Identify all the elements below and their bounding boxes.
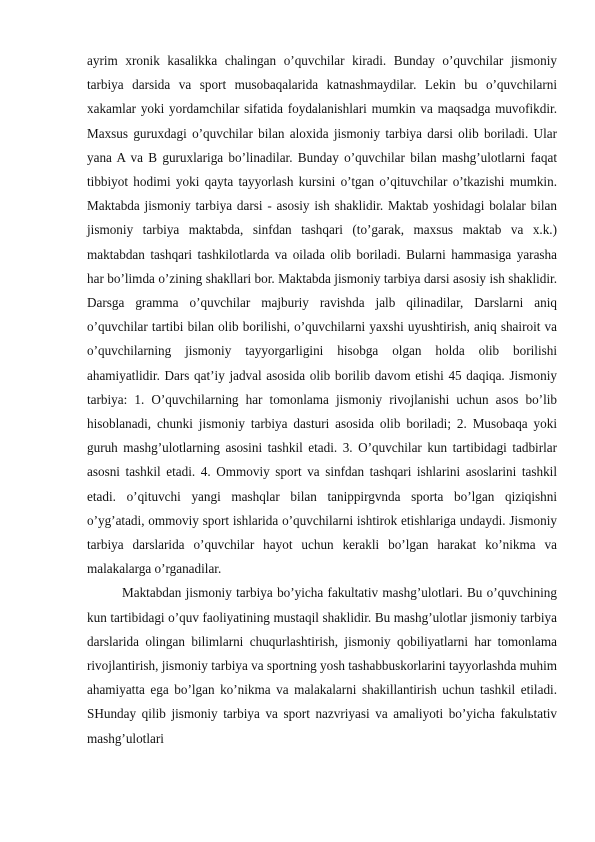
body-paragraph-1: ayrim xronik kasalikka chalingan o’quvchilar kiradi. Bunday o’quvchilar jismoniy tarbiya darsida va sport musobaqalarida katnashmaydilar. Lekin bu o’quvchilarni xakamlar yoki yordamchilar sifatida foydalanishlari mumkin va maqsadga muvofikdir. Maxsus guruxdagi o’quvchilar bilan aloxida jismoniy tarbiya darsi olib boriladi. Ular yana A va B guruxlariga bo’linadilar. Bunday o’quvchilar bilan mashg’ulotlarni faqat tibbiyot hodimi yoki qayta tayyorlash kursini o’tgan o’qituvchilar o’tkazishi mumkin. Maktabda jismoniy tarbiya darsi - asosiy ish shaklidir. Maktab yoshidagi bolalar bilan jismoniy tarbiya maktabda, sinfdan tashqari (to’garak, maxsus maktab va x.k.) maktabdan tashqari tashkilotlarda va oilada olib boriladi. Bularni hammasiga yarasha har bo’limda o’zining shakllari bor. Maktabda jismoniy tarbiya darsi asosiy ish shaklidir. Darsga gramma o’quvchilar majburiy ravishda jalb qilinadilar, Darslarni aniq o’quvchilar tartibi bilan olib borilishi, o’quvchilarni yaxshi uyushtirish, aniq shairoit va o’quvchilarning jismoniy tayyorgarligini hisobga olgan holda olib borilishi ahamiyatlidir. Dars qat’iy jadval asosida olib borilib davom etishi 45 daqiqa. Jismoniy tarbiya: 1. O’quvchilarning har tomonlama jismoniy rivojlanishi uchun asos bo’lib hisoblanadi, chunki jismoniy tarbiya dasturi asosida olib boriladi; 2. Musobaqa yoki guruh mashg’ulotlarning asosini tashkil etadi. 3. O’quvchilar kun tartibidagi tadbirlar asosni tashkil etadi. 4. Ommoviy sport va sinfdan tashqari ishlarini asoslarini tashkil etadi. o’qituvchi yangi mashqlar bilan tanippirgvnda sporta bo’lgan qiziqishni o’yg’atadi, ommoviy sport ishlarida o’quvchilarni ishtirok etishlariga undaydi. Jismoniy tarbiya darslarida o’quvchilar hayot uchun kerakli bo’lgan harakat ko’nikma va malakalarga o’rganadilar. — [87, 53, 557, 577]
document-page — [87, 49, 557, 751]
body-paragraph-2: Maktabdan jismoniy tarbiya bo’yicha fakultativ mashg’ulotlari. Bu o’quvchining kun tartibidagi o’quv faoliyatining mustaqil shaklidir. Bu mashg’ulotlar jismoniy tarbiya darslarida olingan bilimlarni chuqurlashtirish, jismoniy qobiliyatlarni har tomonlama rivojlantirish, jismoniy tarbiya va sportning yosh tashabbuskorlarini tayyorlashda muhim ahamiyatta ega bo’lgan ko’nikma va malakalarni shakillantirish uchun tashkil etiladi. SHunday qilib jismoniy tarbiya va sport nazvriyasi va amaliyoti bo’yicha fakulьtativ mashg’ulotlari — [87, 585, 557, 746]
